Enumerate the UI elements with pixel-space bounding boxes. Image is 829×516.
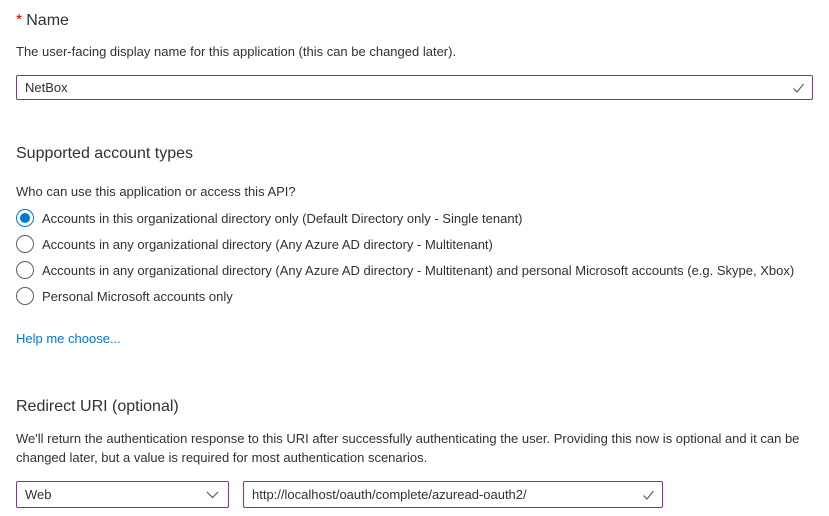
redirect-uri-description: We'll return the authentication response to this URI after successfully authenticating the user. Providing this now is optional and it can be changed later, but a value is required for most authentication scenarios. [16, 431, 800, 465]
redirect-uri-input-wrap [243, 481, 663, 508]
account-type-options [16, 205, 813, 309]
name-input[interactable] [16, 75, 813, 100]
name-section-title [16, 10, 813, 31]
account-type-option-single-tenant[interactable] [16, 205, 813, 231]
account-type-option-label: Accounts in this organizational directory only (Default Directory only - Single tenant) [42, 210, 523, 226]
account-type-option-label: Accounts in any organizational directory (Any Azure AD directory - Multitenant) [42, 236, 493, 252]
account-types-question: Who can use this application or access this API? [16, 184, 296, 199]
radio-button-icon [16, 209, 34, 227]
help-me-choose-link[interactable]: Help me choose... [16, 331, 121, 346]
account-type-option-multitenant-personal[interactable] [16, 257, 813, 283]
redirect-uri-title: Redirect URI (optional) [16, 398, 179, 415]
platform-select-value: Web [25, 487, 52, 502]
redirect-uri-input[interactable] [243, 481, 663, 508]
account-type-option-label: Personal Microsoft accounts only [42, 288, 233, 304]
account-type-option-multitenant[interactable] [16, 231, 813, 257]
radio-button-icon [16, 235, 34, 253]
platform-select[interactable] [16, 481, 229, 508]
account-types-title: Supported account types [16, 145, 194, 162]
name-title-text: Name [26, 12, 69, 29]
redirect-uri-controls [16, 481, 813, 508]
radio-button-icon [16, 287, 34, 305]
radio-button-icon [16, 261, 34, 279]
required-asterisk: * [16, 12, 23, 29]
name-input-wrap [16, 75, 813, 100]
account-type-option-label: Accounts in any organizational directory (Any Azure AD directory - Multitenant) and personal Microsoft accounts (e.g. Skype, Xbox) [42, 262, 795, 278]
chevron-down-icon [206, 490, 219, 499]
account-type-option-personal-only[interactable] [16, 283, 813, 309]
name-description: The user-facing display name for this application (this can be changed later). [16, 44, 457, 59]
